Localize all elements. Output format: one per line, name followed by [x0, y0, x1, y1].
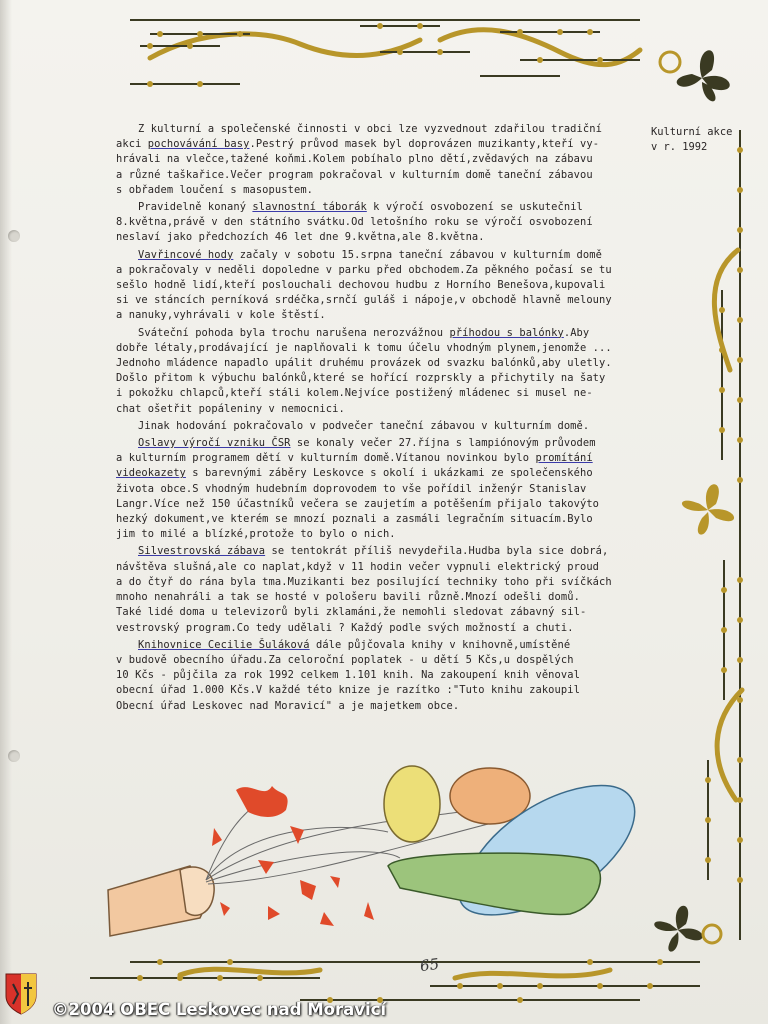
- underlined-event-name: promítání videokazety: [116, 452, 593, 480]
- paragraph-text: .Aby dobře létaly,prodávající je naplňovali k tomu účelu vhodným plynem,jenomže ... Jednoho mládence napadlo upálit druhému provázek od svazku balónků,aby uletly. Došlo přitom k výbuchu balónků,které se hořící rozprskly a přichytily na šaty i pokožku chlapců,kteří stáli kolem.Nejvíce postižený mládenec si musel ne- chat ošetřit popáleniny v nemocnici.: [116, 326, 612, 415]
- paragraph-text: Z kulturní a společenské činnosti v obci lze vyzvednout zdařilou tradiční akci: [116, 123, 602, 151]
- underlined-event-name: Silvestrovská zábava: [138, 545, 266, 558]
- chronicle-paragraph: [116, 248, 656, 324]
- green-balloon: [388, 853, 600, 914]
- margin-note: Kulturní akce v r. 1992: [651, 126, 733, 153]
- underlined-event-name: Knihovnice Cecilie Šuláková: [138, 638, 310, 651]
- footer-copyright: ©2004 OBEC Leskovec nad Moravicí: [52, 1000, 387, 1019]
- footer-bar: [0, 996, 768, 1024]
- underlined-event-name: Oslavy výročí vzniku ČSR: [138, 437, 291, 450]
- chronicle-paragraph: [116, 544, 656, 635]
- sleeve-and-hand: [108, 866, 214, 936]
- paragraph-text: k výročí osvobození se uskutečnil 8.května,právě v den státního svátku.Od letošního roku se výročí osvobození neslaví jako předchozích 46 let dne 9.května,ale 8.května.: [116, 201, 593, 244]
- paragraph-text: se tentokrát příliš nevydeřila.Hudba byla sice dobrá, návštěva slušná,ale co naplat,když v 11 hodin večer vypnuli elektrický proud a do čtyř do rána byla tma.Muzikanti bez posilující techniky toho při svíčkách mnoho nenahráli a tak se hosté v pološeru bavili různě.Mnozí odešli domů. Také lidé doma u televizorů byli zklamáni,že nemohli sledovat zábavný sil- vestrovský program.Co tedy udělali ? Každý podle svých možností a chuti.: [116, 545, 612, 634]
- chronicle-paragraph: [116, 200, 656, 246]
- paragraph-text: .Pestrý průvod masek byl doprovázen muzikanty,kteří vy- hrávali na vlečce,tažené koňmi.Kolem pobíhalo plno dětí,zvědavých na zábavu a různé taškařice.Večer program pokračoval v kulturním domě taneční zábavou s obřadem loučení s masopustem.: [116, 138, 600, 196]
- chronicle-paragraph: [116, 419, 656, 434]
- paragraph-text: Sváteční pohoda byla trochu narušena nerozvážnou: [138, 326, 450, 339]
- paragraph-text: Jinak hodování pokračovalo v podvečer taneční zábavou v kulturním domě.: [138, 419, 590, 432]
- chronicle-paragraph: [116, 638, 656, 714]
- chronicle-paragraph: [116, 122, 656, 198]
- page-number: 65: [418, 954, 441, 976]
- chronicle-paragraph: [116, 436, 656, 542]
- burst-balloon-red: [236, 786, 288, 817]
- paragraph-text: se konaly večer 27.října s lampiónovým průvodem a kulturním programem dětí v kulturním domě.Vítanou novinkou bylo: [116, 437, 596, 465]
- yellow-balloon: [384, 766, 440, 842]
- underlined-event-name: slavnostní táborák: [252, 201, 367, 214]
- paragraph-text: začaly v sobotu 15.srpna taneční zábavou v kulturním domě a pokračovaly v neděli dopoledne v parku před obchodem.Za pěkného počasí se tu sešlo hodně lidí,kteří poslouchali dechovou hudbu z Horního Benešova,kupovali si ve stáncích perníková srdéčka,srnčí guláš i nápoje,v obchodě hlavně melouny a nanuky,vyhrávali v kole štěstí.: [116, 248, 612, 322]
- underlined-event-name: pochovávání basy: [147, 138, 250, 151]
- underlined-event-name: příhodou s balónky: [449, 326, 564, 339]
- paragraph-text: s barevnými záběry Leskovce s okolí i ukázkami ze společenského života obce.S vhodným hudebním doprovodem to vše pořídil inženýr Stanislav Langr.Více než 150 účastníků večera se zaujetím a potěšením přijalo takovýto hezký dokument,ve kterém se mnozí poznali a zasmáli legračním situacím.Bylo jim to milé a blízké,protože to bylo o nich.: [116, 467, 600, 541]
- village-crest-icon: [4, 972, 38, 1016]
- underlined-event-name: Vavřincové hody: [138, 248, 234, 261]
- chronicle-text: [116, 122, 656, 716]
- paragraph-text: dále půjčovala knihy v knihovně,umístěné v budově obecního úřadu.Za celoroční poplatek - u dětí 5 Kčs,u dospělých 10 Kčs - půjčila za rok 1992 celkem 1.101 knih. Na zakoupení knih věnoval obecní úřad 1.000 Kčs.V každé této knize je razítko :"Tuto knihu zakoupil Obecní úřad Leskovec nad Moravicí" a je majetkem obce.: [116, 638, 580, 712]
- chronicle-paragraph: [116, 326, 656, 417]
- paragraph-text: Pravidelně konaný: [138, 201, 253, 214]
